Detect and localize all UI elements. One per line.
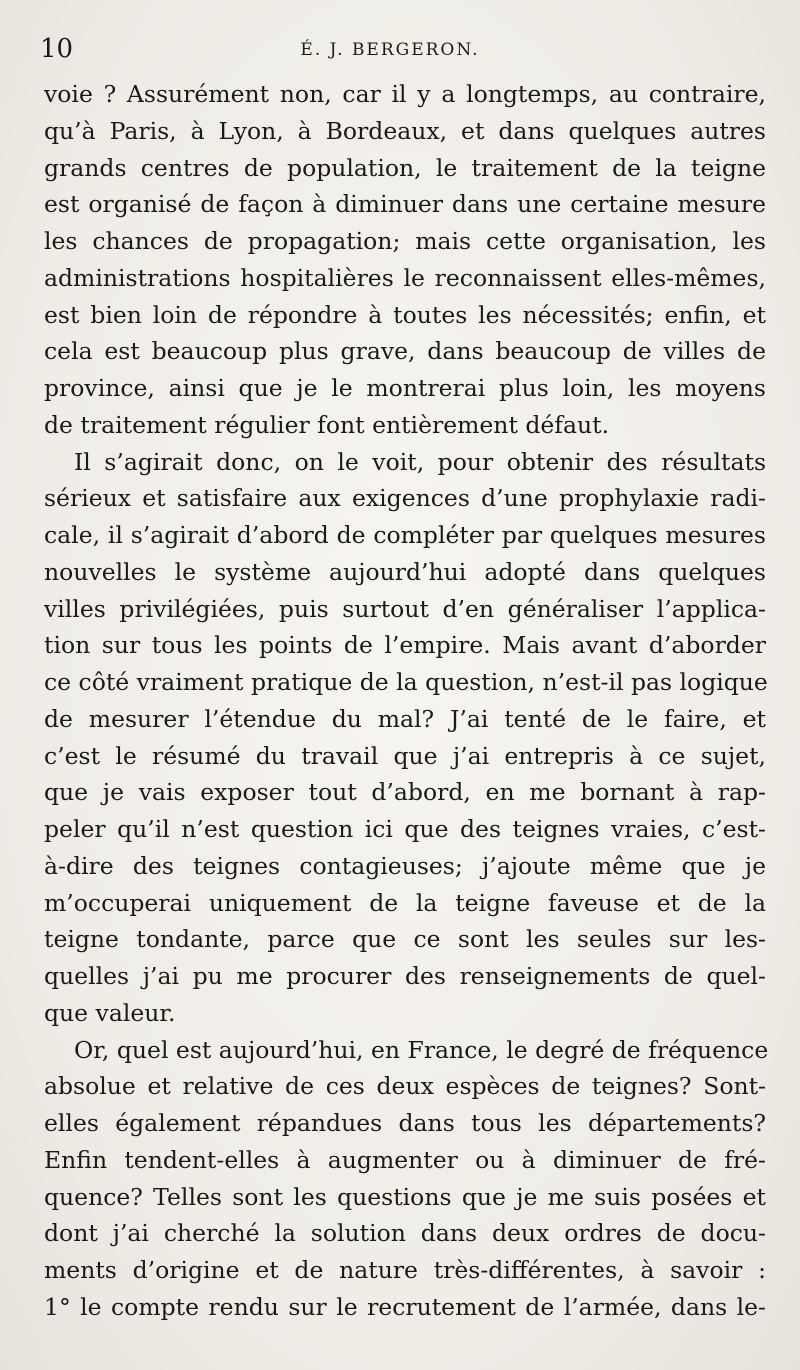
text-line: voie ? Assurément non, car il y a longtemps, au contraire, [44, 80, 766, 108]
text-line: nouvelles le système aujourd’hui adopté dans quelques [44, 557, 766, 586]
text-line: peler qu’il n’est question ici que des teignes vraies, c’est- [44, 815, 766, 843]
text-line: à-dire des teignes contagieuses; j’ajoute même que je [44, 851, 766, 880]
text-line: que je vais exposer tout d’abord, en me bornant à rap- [44, 778, 766, 807]
text-line: quelles j’ai pu me procurer des renseignements de quel- [44, 962, 766, 990]
text-line: sérieux et satisfaire aux exigences d’une prophylaxie radi- [44, 484, 766, 513]
text-line: ce côté vraiment pratique de la question, n’est-il pas logique [44, 668, 768, 696]
page-header [40, 34, 760, 74]
text-line: dont j’ai cherché la solution dans deux ordres de docu- [44, 1219, 766, 1248]
text-line: qu’à Paris, à Lyon, à Bordeaux, et dans quelques autres [44, 116, 766, 145]
text-line: les chances de propagation; mais cette organisation, les [44, 227, 766, 255]
text-line: villes privilégiées, puis surtout d’en généraliser l’applica- [44, 594, 766, 623]
text-line: cale, il s’agirait d’abord de compléter par quelques mesures [44, 521, 766, 549]
text-line: elles également répandues dans tous les départements? [44, 1109, 766, 1137]
text-line: de traitement régulier font entièrement défaut. [44, 410, 610, 439]
page-number: 10 [40, 34, 74, 64]
text-line: quence? Telles sont les questions que je me suis posées et [44, 1182, 766, 1211]
text-line: ments d’origine et de nature très-différentes, à savoir : [44, 1256, 766, 1284]
text-line: Or, quel est aujourd’hui, en France, le degré de fréquence [74, 1035, 769, 1064]
text-line: m’occuperai uniquement de la teigne faveuse et de la [44, 888, 766, 917]
text-line: grands centres de population, le traitement de la teigne [44, 153, 766, 182]
text-line: tion sur tous les points de l’empire. Mais avant d’aborder [44, 631, 766, 660]
text-line: de mesurer l’étendue du mal? J’ai tenté de le faire, et [44, 704, 766, 733]
text-line: que valeur. [44, 998, 176, 1027]
text-line: 1° le compte rendu sur le recrutement de l’armée, dans le- [44, 1292, 766, 1321]
text-line: absolue et relative de ces deux espèces de teignes? Sont- [44, 1072, 766, 1101]
text-line: Il s’agirait donc, on le voit, pour obtenir des résultats [74, 447, 766, 476]
text-line: est organisé de façon à diminuer dans une certaine mesure [44, 190, 766, 219]
text-line: province, ainsi que je le montrerai plus loin, les moyens [44, 374, 766, 402]
text-line: c’est le résumé du travail que j’ai entrepris à ce sujet, [44, 741, 766, 770]
text-line: est bien loin de répondre à toutes les nécessités; enfin, et [44, 300, 766, 329]
body-text [44, 76, 769, 1326]
text-line: administrations hospitalières le reconnaissent elles-mêmes, [44, 263, 766, 292]
running-head: É. J. BERGERON. [300, 40, 480, 60]
text-line: cela est beaucoup plus grave, dans beaucoup de villes de [44, 337, 766, 366]
text-line: teigne tondante, parce que ce sont les seules sur les- [44, 925, 766, 954]
text-line: Enfin tendent-elles à augmenter ou à diminuer de fré- [44, 1145, 766, 1174]
